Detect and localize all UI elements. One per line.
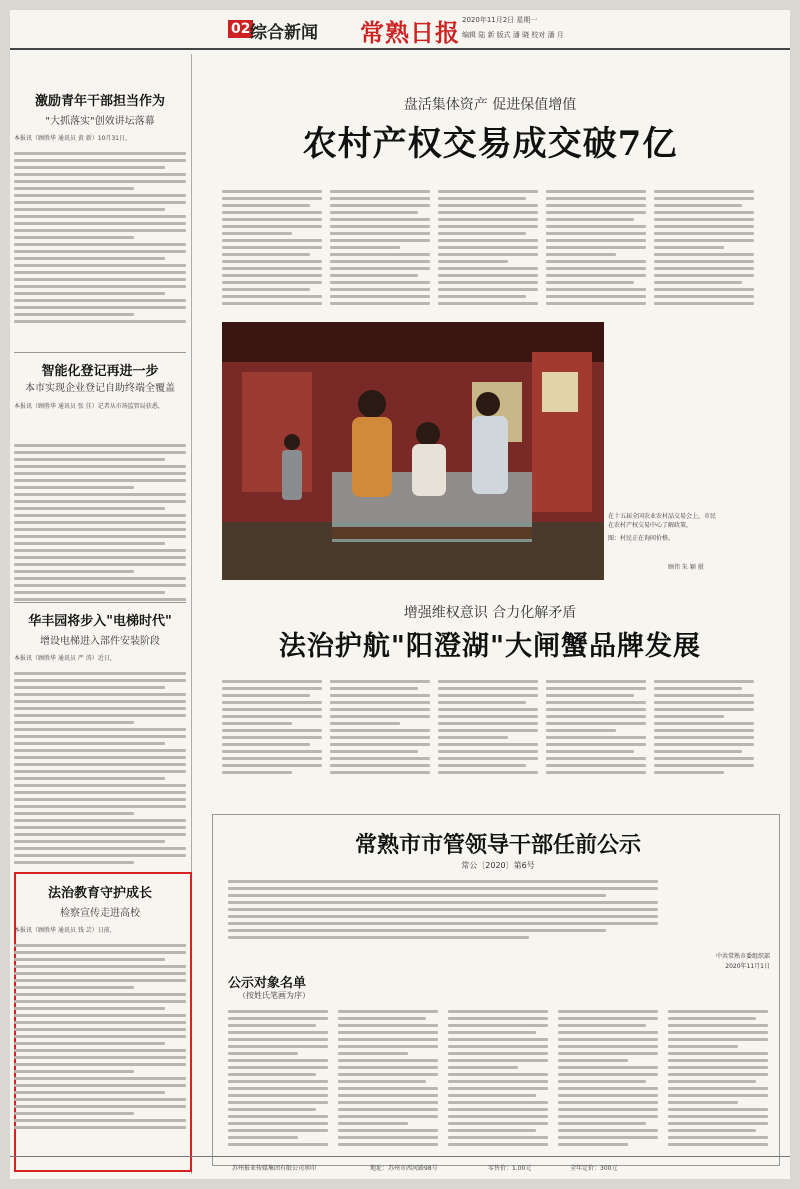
page-number: 02	[228, 20, 253, 38]
footer-price: 零售价：1.00元	[488, 1165, 532, 1172]
photographer-credit: 顾伟 朱 颖 摄	[668, 564, 704, 571]
caption-line-2: 图：村民正在询问价格。	[608, 535, 675, 542]
article-subtitle: 增设电梯进入部件安装阶段	[40, 636, 160, 647]
article-elevator	[14, 610, 186, 662]
footer-address: 地址：苏州市西河路98号	[370, 1165, 438, 1172]
notice-title: 常熟市市管领导干部任前公示	[354, 833, 641, 858]
notice-number: 常公〔2020〕第6号	[461, 861, 535, 870]
lead-col-3	[438, 190, 538, 309]
page-footer	[10, 1156, 790, 1178]
article-subtitle: 本市实现企业登记自助终端全覆盖	[25, 383, 175, 394]
article-byline: 本报讯（顾胜华 通讯员 严 涛）近日，	[14, 655, 116, 662]
lead-col-2	[330, 190, 430, 309]
body-text-lines	[14, 944, 186, 1133]
second-kicker: 增强维权意识 合力化解矛盾	[403, 605, 577, 621]
editor-credits: 编辑 陆 新 版式 潘 晓 校对 潘 月	[462, 31, 564, 39]
lead-headline: 农村产权交易成交破7亿	[302, 124, 678, 164]
left-column	[10, 54, 192, 1174]
article-byline: 本报讯（顾胜华 通讯员 黄 新）10月31日，	[14, 135, 131, 142]
footer-annual-price: 全年定价：300元	[570, 1165, 618, 1172]
article-title: 法治教育守护成长	[47, 886, 152, 901]
second-col-5	[654, 680, 754, 778]
second-headline: 法治护航"阳澄湖"大闸蟹品牌发展	[278, 631, 702, 662]
issue-date: 2020年11月2日 星期一	[462, 16, 538, 24]
signature-org: 中共常熟市委组织部	[715, 953, 770, 960]
footer-publisher: 苏州报业传媒集团有限公司承印	[232, 1165, 317, 1172]
divider	[14, 602, 186, 603]
lead-col-5	[654, 190, 754, 309]
article-subtitle: "大抓落实"创效讲坛落幕	[45, 116, 155, 127]
candidate-list-title: 公示对象名单	[228, 976, 307, 991]
exhibition-photo-illustration	[222, 322, 604, 580]
lead-col-1	[222, 190, 322, 309]
list-col-4	[558, 1010, 658, 1150]
article-youth-cadres	[14, 90, 186, 142]
article-byline: 本报讯（顾胜华 通讯员 张 佳）记者从市场监管局获悉，	[14, 403, 164, 410]
second-col-3	[438, 680, 538, 778]
article-byline: 本报讯（顾胜华 通讯员 钱 芸）日前，	[14, 927, 116, 934]
list-col-1	[228, 1010, 328, 1150]
article-title: 激励青年干部担当作为	[34, 94, 165, 109]
section-title: 综合新闻	[250, 23, 318, 43]
list-col-2	[338, 1010, 438, 1150]
second-col-1	[222, 680, 322, 778]
lead-kicker: 盘活集体资产 促进保值增值	[403, 97, 577, 113]
signature-date: 2020年11月1日	[725, 963, 770, 970]
list-col-5	[668, 1010, 768, 1150]
second-col-4	[546, 680, 646, 778]
divider	[14, 352, 186, 353]
body-text-lines	[14, 444, 186, 605]
masthead	[10, 10, 790, 50]
article-subtitle: 检察宣传走进高校	[60, 908, 140, 919]
body-text-lines	[14, 672, 186, 868]
lead-col-4	[546, 190, 646, 309]
notice-signature	[670, 952, 770, 972]
caption-line-1: 在十五届全国农业农村品交易会上，市民在农村产权交易中心了解政策，	[608, 513, 717, 529]
paper-logo: 常熟日报	[360, 18, 460, 47]
article-legal-education[interactable]	[14, 882, 186, 934]
article-title: 华丰园将步入"电梯时代"	[28, 614, 172, 629]
second-col-2	[330, 680, 430, 778]
candidate-list-subtitle: （按姓氏笔画为序）	[238, 991, 310, 1000]
article-smart-registration	[14, 360, 186, 410]
article-title: 智能化登记再进一步	[41, 364, 159, 379]
list-col-3	[448, 1010, 548, 1150]
notice-intro-lines	[228, 880, 658, 943]
body-text-lines	[14, 152, 186, 327]
photo-caption	[608, 512, 718, 543]
lead-photo	[222, 322, 604, 580]
newspaper-page	[10, 10, 790, 1179]
